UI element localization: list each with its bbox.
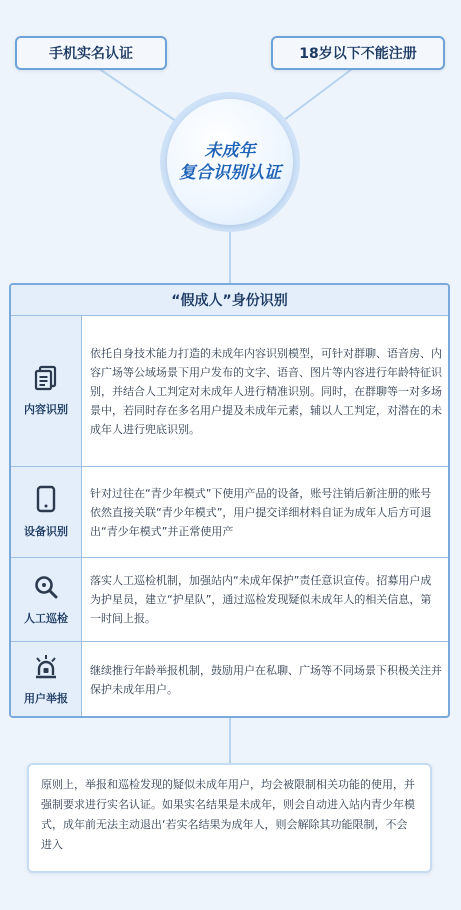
row-label-cell: [11, 642, 82, 717]
table-row-content: [11, 316, 448, 467]
row-description: 依托自身技术能力打造的未成年内容识别模型，可针对群聊、语音房、内容广场等公域场景下用户发布的文字、语音、图片等内容进行年龄特征识别，并结合人工判定对未成年人进行精准识别。同时，在群聊等一对多场景中，若同时存在多名用户提及未成年元素，辅以人工判定，对潜在的未成年人进行兜底识别。: [90, 346, 442, 436]
principle-note: [27, 763, 432, 873]
center-circle: [167, 99, 293, 225]
row-label: 人工巡检: [24, 611, 68, 625]
row-label: 用户举报: [24, 691, 68, 705]
identification-table: [9, 283, 450, 718]
principle-note-text: 原则上，举报和巡检发现的疑似未成年用户，均会被限制相关功能的使用，并强制要求进行实名认证。如果实名结果是未成年，则会自动进入站内青少年模式，成年前无法主动退出‘若实名结果为成年人，则会解除其功能限制，不会进入: [41, 778, 415, 851]
search-icon: [33, 574, 59, 604]
document-icon: [33, 365, 59, 395]
row-description: 落实人工巡检机制，加强站内“未成年保护”责任意识宣传。招募用户成为护星员，建立“护星队”，通过巡检发现疑似未成年人的相关信息，第一时间上报。: [90, 574, 432, 625]
alarm-icon: [32, 654, 60, 684]
age-restriction-label: 18岁以下不能注册: [271, 36, 445, 70]
table-row-report: [11, 642, 448, 717]
table-row-device: [11, 467, 448, 558]
table-title: “假成人”身份识别: [11, 285, 448, 316]
center-title-line2: 复合识别认证: [179, 163, 281, 183]
row-description: 继续推行年龄举报机制，鼓励用户在私聊、广场等不同场景下积极关注并保护未成年用户。: [90, 663, 442, 696]
row-label-cell: [11, 558, 82, 641]
row-label-cell: [11, 316, 82, 466]
table-row-manual: [11, 558, 448, 642]
center-title-line1: 未成年: [204, 141, 256, 161]
phone-verification-label: 手机实名认证: [15, 36, 167, 70]
row-label: 内容识别: [24, 403, 68, 416]
row-description: 针对过往在“青少年模式”下使用产品的设备，账号注销后新注册的账号依然直接关联“青少年模式”，用户提交详细材料自证为成年人后方可退出“青少年模式”并正常使用产: [90, 486, 432, 538]
row-label-cell: [11, 467, 82, 557]
row-label: 设备识别: [24, 525, 68, 538]
phone-icon: [35, 485, 57, 517]
